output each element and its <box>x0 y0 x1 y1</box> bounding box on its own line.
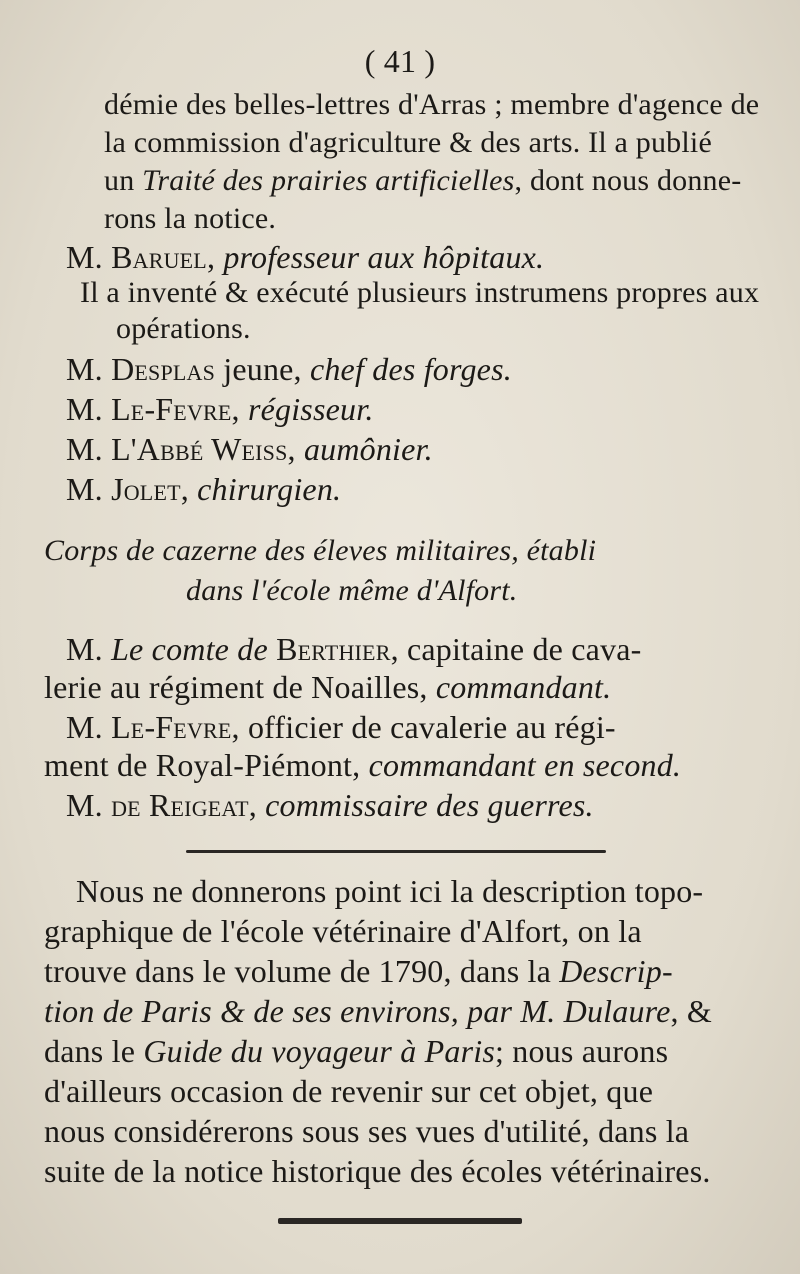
text-line <box>44 954 673 988</box>
staff-entry-desplas <box>66 352 512 386</box>
section-heading: Corps de cazerne des éleves militaires, établi <box>44 534 597 567</box>
staff-entry-berthier <box>66 632 642 666</box>
divider-rule <box>186 850 606 853</box>
text-line <box>44 670 611 704</box>
book-title: Traité des prairies artificielles <box>142 164 515 197</box>
staff-entry-lefevre <box>66 392 374 426</box>
text-fragment: trouve dans le volume de 1790, dans la <box>44 953 560 989</box>
text-line: démie des belles-lettres d'Arras ; membre d'agence de <box>104 88 760 121</box>
person-title: Le comte de <box>111 631 268 667</box>
text-line: graphique de l'école vétérinaire d'Alfort, on la <box>44 913 642 949</box>
text-fragment: , capitaine de cava- <box>390 631 642 667</box>
text-line: Nous ne donnerons point ici la description topo- <box>76 873 704 909</box>
person-name: L'Abbé Weiss <box>111 431 288 467</box>
person-role: chef des forges. <box>309 351 512 387</box>
text-fragment: jeune, <box>215 351 310 387</box>
text-fragment: , dont nous donne- <box>514 164 742 197</box>
text-fragment: M. <box>66 431 112 467</box>
person-name: Le-Fevre <box>111 709 232 745</box>
person-role: chirurgien. <box>197 471 342 507</box>
text-line <box>44 994 712 1028</box>
text-line: la commission d'agriculture & des arts. Il a publié <box>104 126 712 159</box>
person-role: professeur aux hôpitaux. <box>223 239 545 275</box>
text-fragment: , <box>206 239 224 275</box>
person-name: Desplas <box>111 351 216 387</box>
text-line: Il a inventé & exécuté plusieurs instrumens propres aux <box>80 276 760 309</box>
text-fragment: dans le <box>44 1033 144 1069</box>
text-line: d'ailleurs occasion de revenir sur cet objet, que <box>44 1073 654 1109</box>
text-fragment: lerie au régiment de Noailles, <box>44 669 436 705</box>
text-fragment: , officier de cavalerie au régi- <box>231 709 616 745</box>
staff-entry-weiss <box>66 432 433 466</box>
section-heading: dans l'école même d'Alfort. <box>186 574 518 607</box>
text-fragment: , & <box>670 993 713 1029</box>
text-fragment: , <box>180 471 198 507</box>
page-number: ( 41 ) <box>364 43 436 79</box>
person-role: commandant en second. <box>368 747 682 783</box>
text-fragment: , <box>231 391 248 427</box>
staff-entry-baruel <box>66 240 544 274</box>
text-line: rons la notice. <box>104 202 277 235</box>
person-name: Jolet <box>111 471 181 507</box>
text-line: opérations. <box>116 312 251 345</box>
person-name: de Reigeat <box>111 787 249 823</box>
person-role: commissaire des guerres. <box>265 787 594 823</box>
text-fragment: M. <box>66 709 112 745</box>
text-fragment: M. <box>66 351 112 387</box>
text-fragment: ment de Royal-Piémont, <box>44 747 369 783</box>
text-fragment: , <box>287 431 304 467</box>
person-role: aumônier. <box>303 431 433 467</box>
text-line: suite de la notice historique des écoles vétérinaires. <box>44 1153 711 1189</box>
text-fragment: M. <box>66 391 112 427</box>
person-name: Berthier <box>267 631 391 667</box>
person-role: commandant. <box>435 669 612 705</box>
text-line: nous considérerons sous ses vues d'utilité, dans la <box>44 1113 690 1149</box>
person-role: régisseur. <box>247 391 374 427</box>
staff-entry-jolet <box>66 472 341 506</box>
person-name: Le-Fevre <box>111 391 232 427</box>
text-fragment: , <box>248 787 266 823</box>
book-title: Descrip- <box>559 953 673 989</box>
person-name: Baruel <box>111 239 207 275</box>
text-fragment: M. <box>66 631 112 667</box>
end-ornament-rule <box>278 1218 522 1224</box>
book-title: Guide du voyageur à Paris <box>143 1033 495 1069</box>
text-line <box>44 1034 668 1068</box>
text-fragment: M. <box>66 471 112 507</box>
text-line <box>44 748 681 782</box>
staff-entry-lefevre-officier <box>66 710 616 744</box>
text-fragment: M. <box>66 239 112 275</box>
text-fragment: M. <box>66 787 112 823</box>
staff-entry-reigeat <box>66 788 594 822</box>
book-title: tion de Paris & de ses environs, par M. Dulaure <box>44 993 671 1029</box>
text-fragment: ; nous aurons <box>494 1033 669 1069</box>
text-fragment: un <box>104 164 143 197</box>
text-line <box>104 164 741 198</box>
